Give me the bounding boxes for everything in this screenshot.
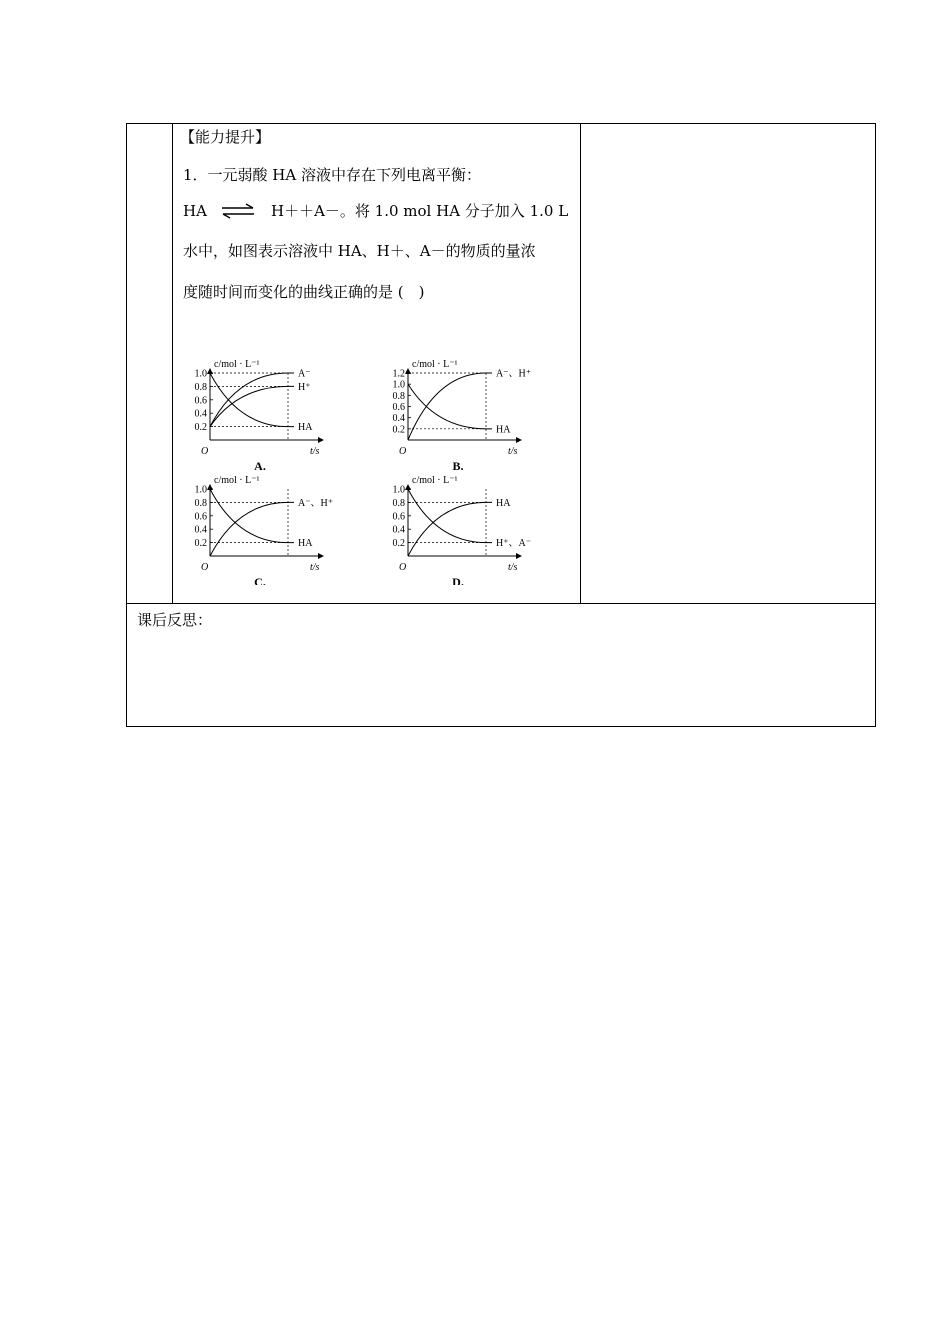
series-label: HA (298, 538, 313, 550)
table-row-divider (126, 603, 876, 604)
question-line-3: 水中，如图表示溶液中 HA、H＋、A－的物质的量浓 (183, 242, 536, 260)
answer-options-figure (180, 355, 540, 585)
chart-panel-a (195, 359, 325, 473)
x-axis-arrow-icon (516, 553, 522, 559)
chart-panel-c (195, 475, 334, 585)
x-axis-label: t/s (508, 562, 518, 573)
series-label: H⁺、A⁻ (496, 538, 531, 550)
series-curve (408, 373, 492, 440)
chart-panel-d (393, 475, 532, 585)
y-tick-label: 1.0 (194, 368, 207, 380)
panel-label: C. (254, 575, 266, 585)
y-axis-label: c/mol · L⁻¹ (214, 475, 260, 486)
y-tick-label: 0.2 (194, 422, 207, 434)
y-tick-label: 0.2 (392, 538, 405, 550)
series-curve (210, 502, 294, 556)
x-axis-arrow-icon (318, 437, 324, 443)
series-curve (210, 489, 294, 543)
x-axis-label: t/s (310, 562, 320, 573)
y-tick-label: 0.6 (194, 511, 207, 523)
origin-label: O (201, 562, 209, 573)
table-col-divider-1 (172, 123, 173, 603)
equilibrium-arrow-icon (220, 203, 256, 219)
series-label: HA (496, 424, 511, 436)
y-tick-label: 1.0 (392, 484, 405, 496)
reflection-label: 课后反思： (137, 611, 213, 629)
y-tick-label: 0.4 (392, 524, 405, 536)
origin-label: O (399, 446, 407, 457)
series-curve (408, 384, 492, 429)
section-heading: 【能力提升】 (180, 128, 271, 146)
equation-left: HA (183, 202, 207, 220)
y-tick-label: 1.0 (392, 379, 405, 391)
y-tick-label: 0.8 (194, 381, 207, 393)
y-tick-label: 0.6 (392, 402, 405, 413)
y-tick-label: 0.4 (392, 413, 405, 425)
table-border-bottom (126, 726, 876, 727)
series-label: HA (298, 422, 313, 434)
series-curve (408, 489, 492, 543)
x-axis-arrow-icon (516, 437, 522, 443)
series-label: A⁻、H⁺ (496, 368, 531, 380)
series-label: H⁺ (298, 381, 311, 393)
y-tick-label: 1.0 (194, 484, 207, 496)
y-tick-label: 0.2 (194, 538, 207, 550)
table-border-right (875, 123, 876, 727)
y-axis-label: c/mol · L⁻¹ (412, 359, 458, 370)
chart-panel-b (393, 359, 532, 473)
y-tick-label: 0.8 (392, 497, 405, 509)
panel-label: B. (452, 459, 464, 473)
table-col-divider-2 (580, 123, 581, 603)
origin-label: O (399, 562, 407, 573)
origin-label: O (201, 446, 209, 457)
x-axis-label: t/s (508, 446, 518, 457)
x-axis-arrow-icon (318, 553, 324, 559)
y-tick-label: 0.4 (194, 408, 207, 420)
x-axis-label: t/s (310, 446, 320, 457)
question-line-4: 度随时间而变化的曲线正确的是 ( ) (183, 283, 425, 301)
y-tick-label: 1.2 (392, 368, 405, 380)
y-tick-label: 0.4 (194, 524, 207, 536)
panel-label: D. (452, 575, 464, 585)
y-tick-label: 0.8 (194, 497, 207, 509)
equation-right: H＋＋A－。将 1.0 mol HA 分子加入 1.0 L (271, 202, 569, 220)
y-tick-label: 0.6 (392, 511, 405, 523)
series-label: A⁻、H⁺ (298, 497, 333, 509)
y-axis-label: c/mol · L⁻¹ (214, 359, 260, 370)
table-border-top (126, 123, 876, 124)
series-label: A⁻ (298, 368, 311, 380)
y-tick-label: 0.2 (392, 424, 405, 436)
series-curve (408, 502, 492, 556)
y-axis-label: c/mol · L⁻¹ (412, 475, 458, 486)
y-tick-label: 0.6 (194, 395, 207, 407)
panel-label: A. (254, 459, 266, 473)
table-border-left (126, 123, 127, 727)
y-tick-label: 0.8 (392, 390, 405, 402)
series-label: HA (496, 497, 511, 509)
question-line-1: 1．一元弱酸 HA 溶液中存在下列电离平衡： (183, 166, 481, 184)
